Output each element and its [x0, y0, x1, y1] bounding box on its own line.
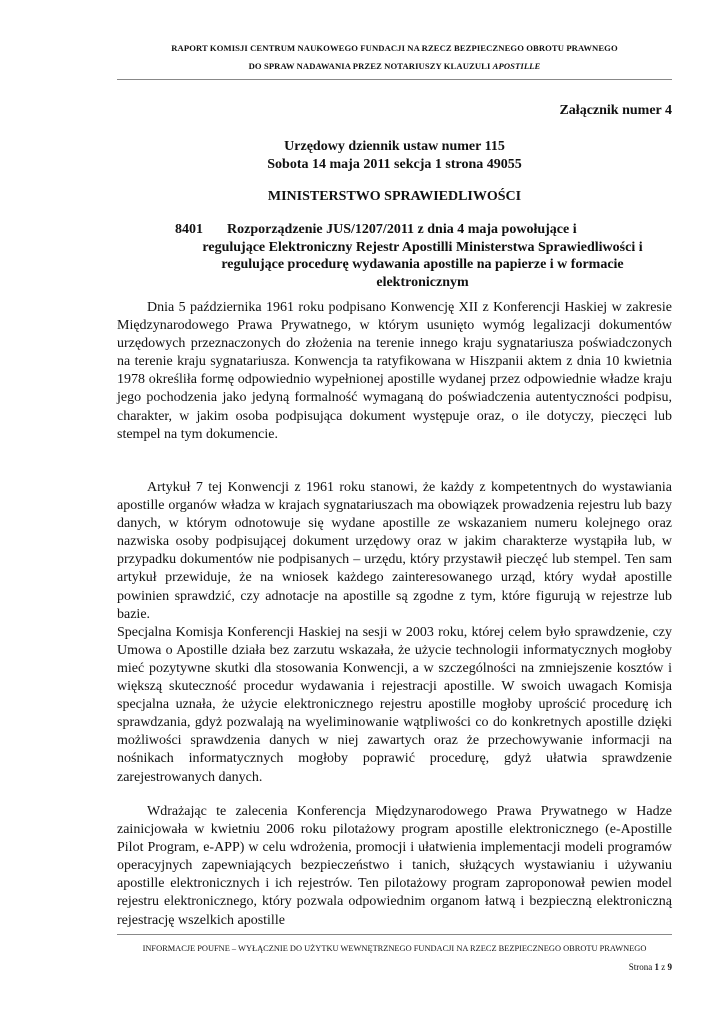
paragraph-text: Artykuł 7 tej Konwencji z 1961 roku stanowi, że każdy z kompetentnych do wystawiania apostille organów władza w krajach sygnatariuszach ma obowiązek prowadzenia rejestru lub bazy danych, w którym odnotowuje się wydane apostille ze wskazaniem numeru kolejnego oraz nazwiska osoby podpisującej dokument urzędowy oraz w jakim charakterze wystąpiła lub, w przypadku dokumentów nie podpisanych – urzędu, który przystawił pieczęć lub stempel. Ten sam artykuł przewiduje, że na wniosek każdego zainteresowanego urząd, który wydał apostille powinien sprawdzić, czy adnotacje na apostille są zgodne z tym, które figurują w rejestrze lub bazie. [117, 480, 672, 622]
regulation-number: 8401 [175, 222, 203, 237]
regulation-title-line-1: Rozporządzenie JUS/1207/2011 z dnia 4 maja powołujące i [227, 222, 577, 237]
footer-confidential-notice: INFORMACJE POUFNE – WYŁĄCZNIE DO UŻYTKU WEWNĘTRZNEGO FUNDACJI NA RZECZ BEZPIECZNEGO OBROTU PRAWNEGO [142, 944, 647, 953]
body-paragraph-1 [117, 299, 672, 444]
document-header-line-1: RAPORT KOMISJI CENTRUM NAUKOWEGO FUNDACJI NA RZECZ BEZPIECZNEGO OBROTU PRAWNEGO [171, 43, 618, 53]
page-separator: z [659, 962, 668, 972]
gazette-heading [117, 138, 672, 174]
page-number [629, 962, 672, 972]
ministry-heading: MINISTERSTWO SPRAWIEDLIWOŚCI [267, 189, 522, 204]
header-divider [117, 79, 672, 80]
page-current: 1 [654, 962, 659, 972]
body-paragraph-2 [117, 479, 672, 787]
regulation-title-line-3: regulujące procedurę wydawania apostille na papierze i w formacie [221, 257, 624, 272]
header-line-2-italic: APOSTILLE [492, 61, 541, 71]
regulation-title [202, 221, 670, 291]
regulation-title-line-2: regulujące Elektroniczny Rejestr Apostilli Ministerstwa Sprawiedliwości i [202, 239, 643, 255]
document-header-line-2 [117, 61, 672, 71]
page-prefix: Strona [628, 962, 655, 972]
gazette-line-2: Sobota 14 maja 2011 sekcja 1 strona 49055 [267, 157, 522, 172]
header-line-2-text: DO SPRAW NADAWANIA PRZEZ NOTARIUSZY KLAUZULI [248, 61, 493, 71]
regulation-heading [175, 221, 670, 291]
paragraph-text: Wdrażając te zalecenia Konferencja Międzynarodowego Prawa Prywatnego w Hadze zainicjowała w kwietniu 2006 roku pilotażowy program apostille elektronicznego (e-Apostille Pilot Program, e-APP) w celu wdrożenia, promocji i ułatwienia implementacji modeli programów operacyjnych zapewniających bezpieczeństwo i tanich, służących wystawianiu i używaniu apostille elektronicznych i ich rejestrów. Ten pilotażowy program zaproponował pewien model rejestru elektronicznego, który pozwala odpowiednim organom łatwą i bezpieczną elektroniczną rejestrację wszelkich apostille [117, 804, 672, 928]
footer-divider [117, 934, 672, 935]
annex-label: Załącznik numer 4 [559, 103, 672, 118]
body-paragraph-3 [117, 803, 672, 930]
gazette-line-1: Urzędowy dziennik ustaw numer 115 [284, 139, 505, 154]
page-total: 9 [667, 962, 672, 972]
paragraph-text: Specjalna Komisja Konferencji Haskiej na sesji w 2003 roku, której celem było sprawdzenie, czy Umowa o Apostille działa bez zarzutu wskazała, że użycie technologii informatycznych mogłoby mieć pozytywne skutki dla stosowania Konwencji, a w szczególności na zmniejszenie kosztów i większą skuteczność procedur wydawania i rejestracji apostille. W swoich uwagach Komisja specjalna uznała, że użycie elektronicznego rejestru apostille mogłoby uprościć procedurę ich sprawdzania, gdyż pozwalają na wyeliminowanie wątpliwości co do konkretnych apostille dzięki możliwości sprawdzenia danych w niej zawartych oraz że przechowywanie informacji na nośnikach informatycznych mogłoby poprawić procedurę, gdyż ułatwia sprawdzenie zarejestrowanych danych. [117, 624, 672, 785]
paragraph-text: Dnia 5 października 1961 roku podpisano Konwencję XII z Konferencji Haskiej w zakresie Międzynarodowego Prawa Prywatnego, w którym usunięto wymóg legalizacji dokumentów urzędowych przeznaczonych do złożenia na terenie innego kraju sygnatariusza poświadczonych na terenie kraju sygnatariusza. Konwencja ta ratyfikowana w Hiszpanii aktem z dnia 10 kwietnia 1978 określiła formę odpowiednio wypełnionej apostille wydanej przez odpowiednie władze kraju jego pochodzenia jako jedyną formalność wymaganą do poświadczenia autentyczności podpisu, charakter, w jakim osoba podpisująca dokument występuje oraz, o ile dotyczy, pieczęci lub stempel na tym dokumencie. [117, 300, 672, 442]
regulation-title-line-4: elektronicznym [376, 274, 469, 290]
